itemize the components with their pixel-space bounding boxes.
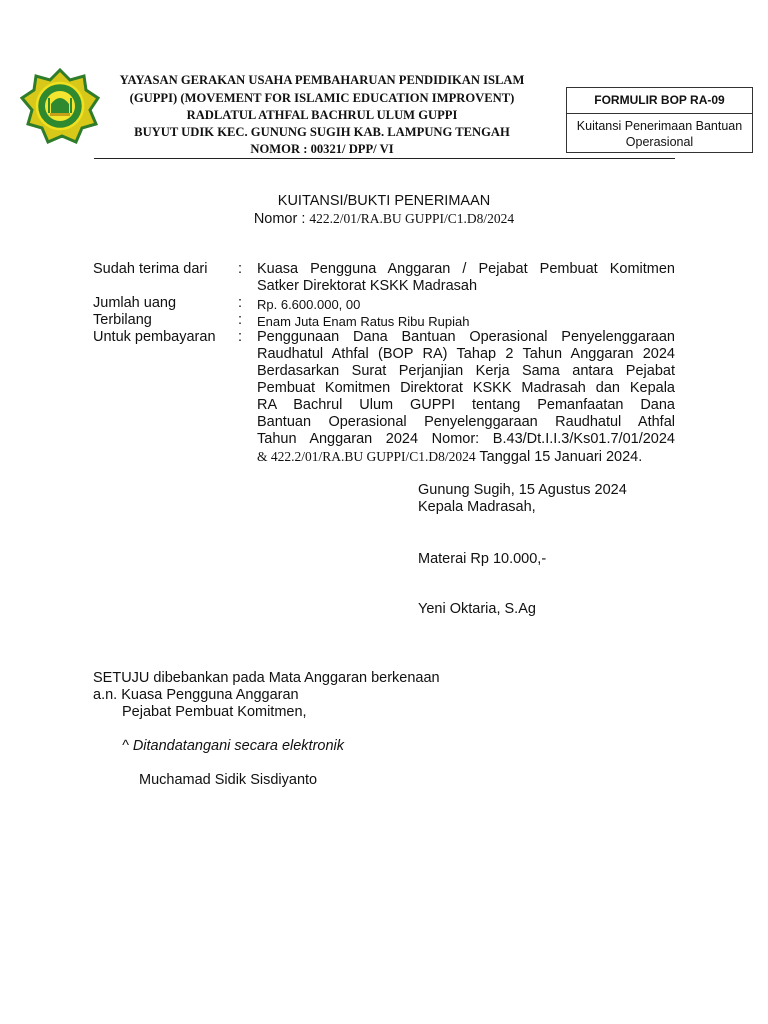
colon: : [238, 329, 243, 345]
form-description-line1: Kuitansi Penerimaan Bantuan [576, 119, 743, 133]
form-code-box [566, 87, 753, 153]
amount-value: Rp. 6.600.000, 00 [257, 297, 361, 312]
purpose-line: RA Bachrul Ulum GUPPI tentang Pemanfaatan Dana [257, 397, 675, 413]
purpose-line: Berdasarkan Surat Perjanjian Kerja Sama antara Pejabat [257, 363, 675, 379]
stamp-duty: Materai Rp 10.000,- [418, 551, 547, 567]
purpose-line: Pembuat Komitmen Direktorat KSKK Madrasah dan Kepala [257, 380, 675, 396]
colon: : [238, 295, 243, 311]
purpose-reference-number: & 422.2/01/RA.BU GUPPI/C1.D8/2024 [257, 449, 476, 464]
approval-statement: SETUJU dibebankan pada Mata Anggaran berkenaan [93, 670, 440, 686]
school-address: BUYUT UDIK KEC. GUNUNG SUGIH KAB. LAMPUNG TENGAH [134, 125, 510, 139]
purpose-last-line [257, 448, 675, 466]
approval-position: Pejabat Pembuat Komitmen, [122, 704, 307, 720]
form-description-line2: Operasional [625, 135, 694, 149]
purpose-line: Tahun Anggaran 2024 Nomor: B.43/Dt.I.I.3/Ks01.7/01/2024 [257, 431, 675, 447]
foundation-name-en: (GUPPI) (MOVEMENT FOR ISLAMIC EDUCATION IMPROVENT) [129, 91, 515, 105]
registration-number: NOMOR : 00321/ DPP/ VI [250, 142, 394, 156]
electronic-signature-note: ^ Ditandatangani secara elektronik [122, 738, 345, 754]
purpose-line: Bantuan Operasional Penyelenggaraan Raudhatul Athfal [257, 414, 675, 430]
receipt-number-label: Nomor : [253, 211, 310, 227]
purpose-line: Raudhatul Athfal (BOP RA) Tahap 2 Tahun Anggaran 2024 [257, 346, 675, 362]
place-date: Gunung Sugih, 15 Agustus 2024 [418, 482, 627, 498]
signer-position: Kepala Madrasah, [418, 499, 536, 515]
receipt-number [0, 211, 768, 227]
purpose-date: Tanggal 15 Januari 2024. [475, 449, 643, 465]
approver-name: Muchamad Sidik Sisdiyanto [139, 772, 318, 788]
receipt-title: KUITANSI/BUKTI PENERIMAAN [277, 193, 491, 209]
school-name: RADLATUL ATHFAL BACHRUL ULUM GUPPI [186, 108, 458, 122]
received-from-line1: Kuasa Pengguna Anggaran / Pejabat Pembuat Komitmen [257, 261, 675, 277]
foundation-name: YAYASAN GERAKAN USAHA PEMBAHARUAN PENDIDIKAN ISLAM [119, 73, 525, 87]
received-from-label: Sudah terima dari [93, 261, 208, 277]
colon: : [238, 261, 243, 277]
purpose-label: Untuk pembayaran [93, 329, 216, 345]
purpose-line: Penggunaan Dana Bantuan Operasional Penyelenggaraan [257, 329, 675, 345]
form-description [567, 114, 752, 150]
signer-name: Yeni Oktaria, S.Ag [418, 601, 536, 617]
amount-label: Jumlah uang [93, 295, 177, 311]
approval-on-behalf: a.n. Kuasa Pengguna Anggaran [93, 687, 299, 703]
spelled-amount-label: Terbilang [93, 312, 152, 328]
form-code: FORMULIR BOP RA-09 [567, 88, 752, 114]
spelled-amount-value: Enam Juta Enam Ratus Ribu Rupiah [257, 314, 470, 329]
guppi-emblem-icon [20, 68, 100, 144]
receipt-number-value: 422.2/01/RA.BU GUPPI/C1.D8/2024 [309, 211, 515, 226]
letterhead-divider [94, 158, 675, 159]
received-from-line2: Satker Direktorat KSKK Madrasah [257, 278, 478, 294]
colon: : [238, 312, 243, 328]
